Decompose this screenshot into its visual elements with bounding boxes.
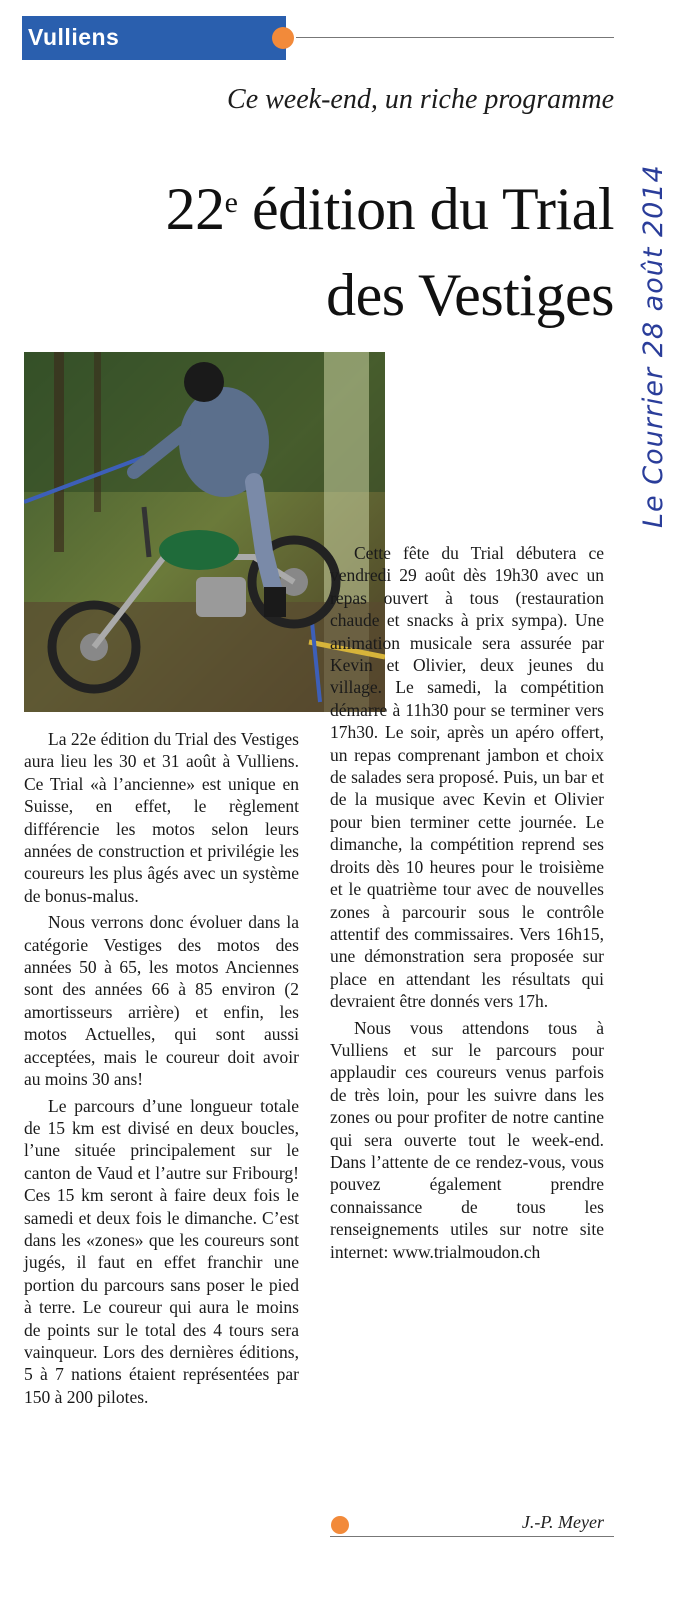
rubric-banner: [22, 16, 286, 60]
paragraph: Nous vous attendons tous à Vulliens et sur le parcours pour applaudir ces coureurs venus parfois de très loin, pour les suivre dans les zones ou pour profiter de notre cantine qui sera ouverte tout le week-end. Dans l’attente de ce rendez-vous, vous pouvez également prendre connaissance de tous les renseignements utiles sur notre site internet: www.trialmoudon.ch: [330, 1017, 604, 1262]
orange-bullet-icon: [331, 1516, 349, 1534]
author-byline: J.-P. Meyer: [521, 1512, 604, 1532]
article-column-right: [330, 542, 604, 1267]
headline-superscript: e: [224, 186, 238, 219]
headline-number: 22: [165, 176, 225, 242]
orange-bullet-icon: [272, 27, 294, 49]
header-rule: [296, 37, 614, 38]
article-column-left: [24, 728, 299, 1412]
headline-line1-rest: édition du Trial: [237, 176, 614, 242]
footer-rule: [330, 1536, 614, 1537]
handwritten-source-note: Le Courrier 28 août 2014: [638, 164, 669, 528]
rubric-label: Vulliens: [28, 24, 120, 50]
paragraph: Cette fête du Trial débutera ce vendredi 29 août dès 19h30 avec un repas ouvert à tous (restauration chaude et snacks à prix sympa). Une animation musicale sera assurée par Kevin et Olivier, deux jeunes du village. Le samedi, la compétition démarre à 11h30 pour se terminer vers 17h30. Le soir, après un apéro offert, un repas comprenant jambon et choix de salades sera proposé. Puis, un bar et de la musique avec Kevin et Olivier pour bien terminer cette journée. Le dimanche, la compétition reprend ses droits dès 10 heures pour le troisième et le quatrième tour avec de nouvelles zones à parcourir sous le contrôle attentif des commissaires. Vers 16h15, une démonstration sera proposée sur place en attendant les résultats qui devraient être donnés vers 17h.: [330, 543, 604, 1012]
paragraph: Nous verrons donc évoluer dans la catégorie Vestiges des motos des années 50 à 65, les motos Anciennes sont des années 66 à 85 environ (2 amortisseurs arrière) et enfin, les motos Actuelles, qui sont aussi acceptées, mais le coureur doit avoir au moins 30 ans!: [24, 912, 299, 1090]
paragraph: Le parcours d’une longueur totale de 15 km est divisé en deux boucles, l’une située principalement sur le canton de Vaud et l’autre sur Fribourg! Ces 15 km seront à faire deux fois le samedi et deux fois le dimanche. C’est dans les «zones» que les coureurs sont jugés, il faut en effet franchir une portion du parcours sans poser le pied à terre. Le coureur qui aura le moins de points sur le total des 4 tours sera vainqueur. Lors des dernières éditions, 5 à 7 nations étaient représentées par 150 à 200 pilotes.: [24, 1095, 299, 1407]
kicker: Ce week-end, un riche programme: [227, 84, 614, 115]
paragraph: La 22e édition du Trial des Vestiges aura lieu les 30 et 31 août à Vulliens. Ce Trial «à l’ancienne» est unique en Suisse, en effet, le règlement différencie les motos selon leurs années de construction et privilégie les coureurs les plus âgés avec un système de bonus-malus.: [24, 729, 299, 906]
headline: [100, 166, 614, 338]
headline-line2: des Vestiges: [326, 262, 614, 328]
